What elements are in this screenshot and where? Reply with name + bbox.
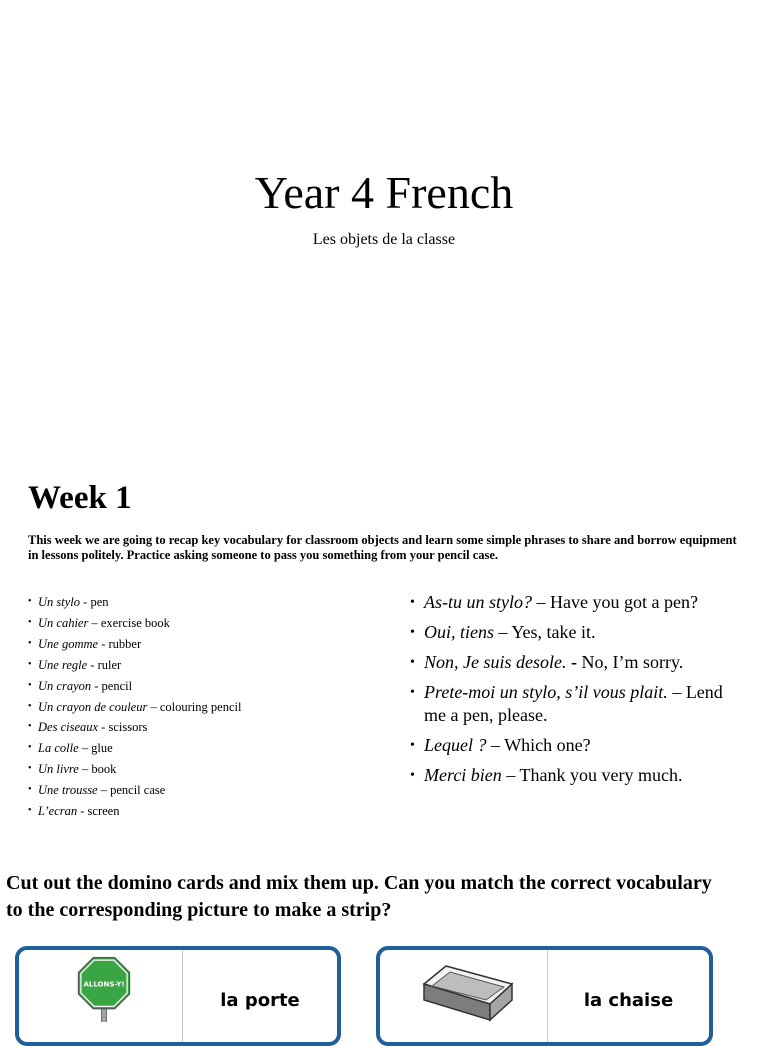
vocab-list (28, 592, 368, 822)
list-item: • Oui, tiens – Yes, take it. (410, 621, 740, 644)
domino-card (15, 946, 341, 1046)
week-heading: Week 1 (28, 480, 132, 516)
page-subtitle: Les objets de la classe (312, 231, 456, 248)
page-title: Year 4 French (254, 167, 514, 218)
domino-word: la chaise (583, 990, 674, 1011)
list-item: • Des ciseaux - scissors (28, 717, 368, 738)
eraser-icon (416, 962, 516, 1022)
week-intro: This week we are going to recap key vocabulary for classroom objects and learn some simple phrases to share and borrow equipment in lessons politely. Practice asking someone to pass you something from your pencil case. (28, 533, 737, 562)
domino-picture (19, 950, 183, 1042)
list-item: • As-tu un stylo? – Have you got a pen? (410, 591, 740, 614)
domino-word: la porte (220, 990, 300, 1011)
list-item: • Un livre – book (28, 759, 368, 780)
list-item: • Merci bien – Thank you very much. (410, 764, 740, 787)
activity-instruction: Cut out the domino cards and mix them up. Can you match the correct vocabulary to the corresponding picture to make a strip? (6, 872, 712, 921)
domino-card (376, 946, 713, 1046)
phrases-list (410, 591, 740, 794)
list-item: • Prete-moi un stylo, s’il vous plait. – Lend me a pen, please. (410, 681, 740, 727)
sign-text: ALLONS-Y! (83, 979, 125, 989)
list-item: • Un crayon de couleur – colouring pencil (28, 697, 368, 718)
list-item: • L’ecran - screen (28, 801, 368, 822)
domino-picture (380, 950, 548, 1042)
list-item: • La colle – glue (28, 738, 368, 759)
road-sign-icon (71, 956, 137, 1022)
list-item: • Un stylo - pen (28, 592, 368, 613)
list-item: • Une gomme - rubber (28, 634, 368, 655)
list-item: • Une trousse – pencil case (28, 780, 368, 801)
list-item: • Lequel ? – Which one? (410, 734, 740, 757)
list-item: • Un crayon - pencil (28, 676, 368, 697)
list-item: • Une regle - ruler (28, 655, 368, 676)
list-item: • Un cahier – exercise book (28, 613, 368, 634)
list-item: • Non, Je suis desole. - No, I’m sorry. (410, 651, 740, 674)
